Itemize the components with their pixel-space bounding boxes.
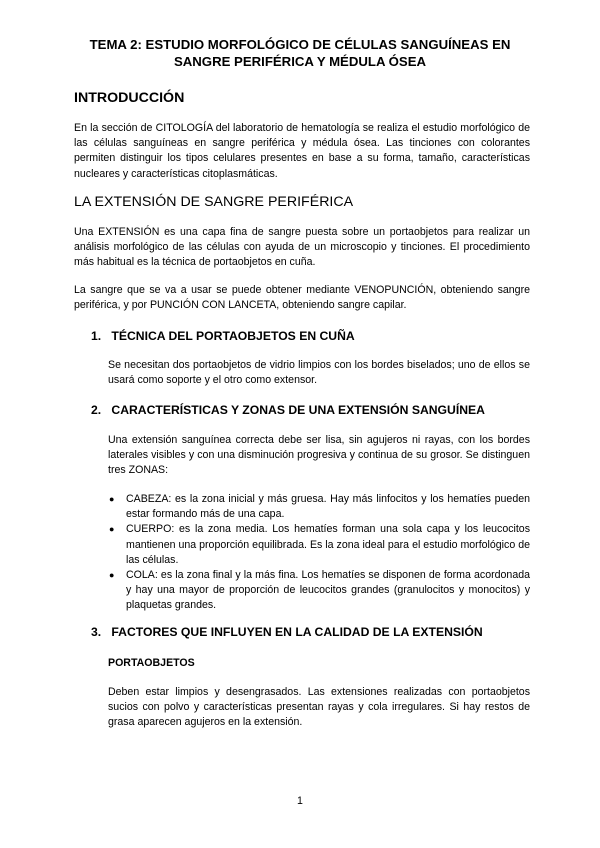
subsection-3-subheading: PORTAOBJETOS bbox=[108, 657, 195, 669]
subsection-3-heading bbox=[91, 624, 483, 640]
subsection-3-number: 3. bbox=[91, 625, 102, 639]
intro-paragraph: En la sección de CITOLOGÍA del laboratorio de hematología se realiza el estudio morfológico de las células sanguíneas en sangre periférica y médula ósea. Las tinciones con colorantes permiten distinguir los tipos celulares presentes en base a su forma, tamaño, características nucleares y características citoplasmáticas. bbox=[74, 122, 530, 180]
bullet-icon: ● bbox=[109, 494, 115, 504]
intro-heading: INTRODUCCIÓN bbox=[74, 90, 185, 106]
subsection-2-heading bbox=[91, 402, 485, 418]
subsection-1-title: TÉCNICA DEL PORTAOBJETOS EN CUÑA bbox=[111, 329, 355, 343]
subsection-2-number: 2. bbox=[91, 403, 102, 417]
list-item-text: CUERPO: es la zona media. Los hematíes forman una sola capa y los leucocitos mantienen una proporción equilibrada. Es la zona ideal para el estudio morfológico de las células. bbox=[126, 523, 530, 566]
list-item bbox=[109, 568, 530, 614]
bullet-icon: ● bbox=[109, 524, 115, 535]
subsection-2-paragraph: Una extensión sanguínea correcta debe ser lisa, sin agujeros ni rayas, con los bordes laterales visibles y con una disminución progresiva y continua de su grosor. Se distinguen tres ZONAS: bbox=[108, 434, 530, 477]
section-heading: LA EXTENSIÓN DE SANGRE PERIFÉRICA bbox=[74, 194, 354, 210]
zones-list bbox=[109, 492, 530, 614]
page-number: 1 bbox=[297, 795, 303, 807]
subsection-3-title: FACTORES QUE INFLUYEN EN LA CALIDAD DE LA EXTENSIÓN bbox=[111, 625, 483, 639]
document-title: TEMA 2: ESTUDIO MORFOLÓGICO DE CÉLULAS SANGUÍNEAS EN SANGRE PERIFÉRICA Y MÉDULA ÓSEA bbox=[89, 37, 511, 69]
section-paragraph-2: La sangre que se va a usar se puede obtener mediante VENOPUNCIÓN, obteniendo sangre periférica, y por PUNCIÓN CON LANCETA, obteniendo sangre capilar. bbox=[74, 284, 530, 312]
subsection-1-heading bbox=[91, 328, 355, 344]
bullet-icon: ● bbox=[109, 570, 115, 581]
subsection-2-title: CARACTERÍSTICAS Y ZONAS DE UNA EXTENSIÓN SANGUÍNEA bbox=[111, 403, 485, 417]
section-paragraph-1: Una EXTENSIÓN es una capa fina de sangre puesta sobre un portaobjetos para realizar un análisis morfológico de las células con ayuda de un microscopio y tinciones. El procedimiento más habitual es la técnica de portaobjetos en cuña. bbox=[74, 226, 530, 269]
list-item bbox=[109, 492, 530, 522]
subsection-3-paragraph: Deben estar limpios y desengrasados. Las extensiones realizadas con portaobjetos sucios con polvo y características presentan rayas y cola irregulares. Si hay restos de grasa aparecen agujeros en la extensión. bbox=[108, 686, 530, 729]
list-item bbox=[109, 522, 530, 568]
list-item-text: CABEZA: es la zona inicial y más gruesa. Hay más linfocitos y los hematíes pueden estar formando más de una capa. bbox=[126, 493, 530, 521]
subsection-1-number: 1. bbox=[91, 329, 102, 343]
list-item-text: COLA: es la zona final y la más fina. Los hematíes se disponen de forma acordonada y hay una mayor de proporción de leucocitos grandes (granulocitos y monocitos) y plaquetas grandes. bbox=[126, 569, 530, 612]
subsection-1-paragraph: Se necesitan dos portaobjetos de vidrio limpios con los bordes biselados; uno de ellos se usará como soporte y el otro como extensor. bbox=[108, 359, 530, 387]
